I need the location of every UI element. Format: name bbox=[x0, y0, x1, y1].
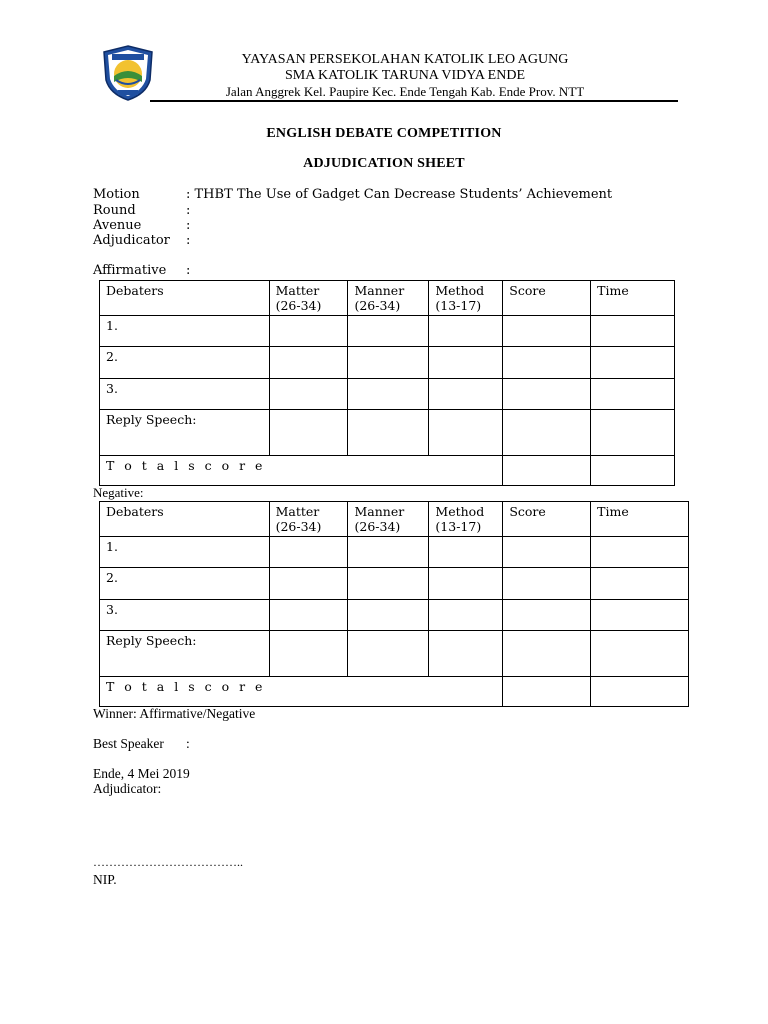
total-row bbox=[100, 677, 689, 707]
matter-cell[interactable] bbox=[269, 600, 348, 631]
manner-cell[interactable] bbox=[348, 347, 429, 379]
winner-line: Winner: Affirmative/Negative bbox=[93, 706, 256, 721]
signature-line: ……………………………….. bbox=[93, 855, 243, 869]
score-cell[interactable] bbox=[503, 410, 591, 456]
score-cell[interactable] bbox=[503, 379, 591, 410]
table-row bbox=[100, 537, 689, 568]
debater-label: 3. bbox=[100, 379, 270, 410]
matter-cell[interactable] bbox=[269, 631, 348, 677]
header-address: Jalan Anggrek Kel. Paupire Kec. Ende Tengah Kab. Ende Prov. NTT bbox=[225, 84, 585, 99]
total-score-cell[interactable] bbox=[503, 456, 591, 486]
reply-speech-label: Reply Speech: bbox=[100, 410, 270, 456]
manner-cell[interactable] bbox=[348, 410, 429, 456]
round-label: Round bbox=[93, 203, 136, 218]
method-cell[interactable] bbox=[429, 316, 503, 347]
table-row bbox=[100, 631, 689, 677]
matter-cell[interactable] bbox=[269, 410, 348, 456]
manner-cell[interactable] bbox=[348, 537, 429, 568]
table-header-row bbox=[100, 281, 675, 316]
method-cell[interactable] bbox=[429, 347, 503, 379]
time-cell[interactable] bbox=[591, 379, 675, 410]
table-row bbox=[100, 410, 675, 456]
header-matter: Matter (26-34) bbox=[269, 502, 348, 537]
score-cell[interactable] bbox=[503, 568, 591, 600]
header-debaters: Debaters bbox=[100, 281, 270, 316]
method-cell[interactable] bbox=[429, 379, 503, 410]
best-speaker-label: Best Speaker bbox=[93, 736, 164, 751]
table-row bbox=[100, 379, 675, 410]
nip-label: NIP. bbox=[93, 872, 117, 887]
negative-table bbox=[99, 501, 689, 707]
header-debaters: Debaters bbox=[100, 502, 270, 537]
debater-label: 3. bbox=[100, 600, 270, 631]
score-cell[interactable] bbox=[503, 600, 591, 631]
total-score-label: T o t a l s c o r e bbox=[100, 456, 503, 486]
total-time-cell[interactable] bbox=[591, 456, 675, 486]
matter-cell[interactable] bbox=[269, 316, 348, 347]
matter-cell[interactable] bbox=[269, 379, 348, 410]
manner-cell[interactable] bbox=[348, 316, 429, 347]
table-header-row bbox=[100, 502, 689, 537]
time-cell[interactable] bbox=[591, 631, 689, 677]
best-speaker-colon: : bbox=[186, 736, 190, 751]
matter-cell[interactable] bbox=[269, 537, 348, 568]
time-cell[interactable] bbox=[591, 600, 689, 631]
debater-label: 2. bbox=[100, 347, 270, 379]
total-time-cell[interactable] bbox=[591, 677, 689, 707]
method-cell[interactable] bbox=[429, 600, 503, 631]
affirmative-colon: : bbox=[186, 263, 191, 278]
motion-value: : THBT The Use of Gadget Can Decrease Students’ Achievement bbox=[186, 187, 613, 202]
method-cell[interactable] bbox=[429, 537, 503, 568]
header-score: Score bbox=[503, 281, 591, 316]
total-score-label: T o t a l s c o r e bbox=[100, 677, 503, 707]
round-colon: : bbox=[186, 203, 191, 218]
header-foundation: YAYASAN PERSEKOLAHAN KATOLIK LEO AGUNG bbox=[241, 52, 569, 67]
header-school: SMA KATOLIK TARUNA VIDYA ENDE bbox=[284, 68, 525, 83]
header-method: Method (13-17) bbox=[429, 281, 503, 316]
score-cell[interactable] bbox=[503, 316, 591, 347]
header-time: Time bbox=[591, 281, 675, 316]
score-cell[interactable] bbox=[503, 347, 591, 379]
time-cell[interactable] bbox=[591, 316, 675, 347]
manner-cell[interactable] bbox=[348, 631, 429, 677]
manner-cell[interactable] bbox=[348, 600, 429, 631]
manner-cell[interactable] bbox=[348, 568, 429, 600]
debater-label: 1. bbox=[100, 537, 270, 568]
avenue-label: Avenue bbox=[93, 218, 142, 233]
header-matter: Matter (26-34) bbox=[269, 281, 348, 316]
affirmative-table bbox=[99, 280, 675, 486]
adjudicator-colon: : bbox=[186, 233, 191, 248]
header-score: Score bbox=[503, 502, 591, 537]
affirmative-label: Affirmative bbox=[93, 263, 167, 278]
score-cell[interactable] bbox=[503, 537, 591, 568]
time-cell[interactable] bbox=[591, 568, 689, 600]
motion-label: Motion bbox=[93, 187, 140, 202]
header-manner: Manner (26-34) bbox=[348, 281, 429, 316]
matter-cell[interactable] bbox=[269, 568, 348, 600]
time-cell[interactable] bbox=[591, 410, 675, 456]
avenue-colon: : bbox=[186, 218, 191, 233]
total-row bbox=[100, 456, 675, 486]
table-row bbox=[100, 316, 675, 347]
manner-cell[interactable] bbox=[348, 379, 429, 410]
matter-cell[interactable] bbox=[269, 347, 348, 379]
debater-label: 1. bbox=[100, 316, 270, 347]
table-row bbox=[100, 600, 689, 631]
header-rule bbox=[150, 100, 678, 102]
method-cell[interactable] bbox=[429, 568, 503, 600]
adjudicator-sign-label: Adjudicator: bbox=[93, 781, 162, 796]
header-manner: Manner (26-34) bbox=[348, 502, 429, 537]
table-row bbox=[100, 347, 675, 379]
table-row bbox=[100, 568, 689, 600]
header-method: Method (13-17) bbox=[429, 502, 503, 537]
competition-title: ENGLISH DEBATE COMPETITION bbox=[266, 126, 502, 141]
place-date: Ende, 4 Mei 2019 bbox=[93, 766, 190, 781]
method-cell[interactable] bbox=[429, 410, 503, 456]
method-cell[interactable] bbox=[429, 631, 503, 677]
score-cell[interactable] bbox=[503, 631, 591, 677]
time-cell[interactable] bbox=[591, 347, 675, 379]
sheet-title: ADJUDICATION SHEET bbox=[303, 156, 465, 171]
header-time: Time bbox=[591, 502, 689, 537]
negative-label: Negative: bbox=[93, 485, 144, 500]
adjudicator-label: Adjudicator bbox=[93, 233, 170, 248]
school-logo-icon bbox=[100, 44, 156, 102]
total-score-cell[interactable] bbox=[503, 677, 591, 707]
debater-label: 2. bbox=[100, 568, 270, 600]
reply-speech-label: Reply Speech: bbox=[100, 631, 270, 677]
time-cell[interactable] bbox=[591, 537, 689, 568]
